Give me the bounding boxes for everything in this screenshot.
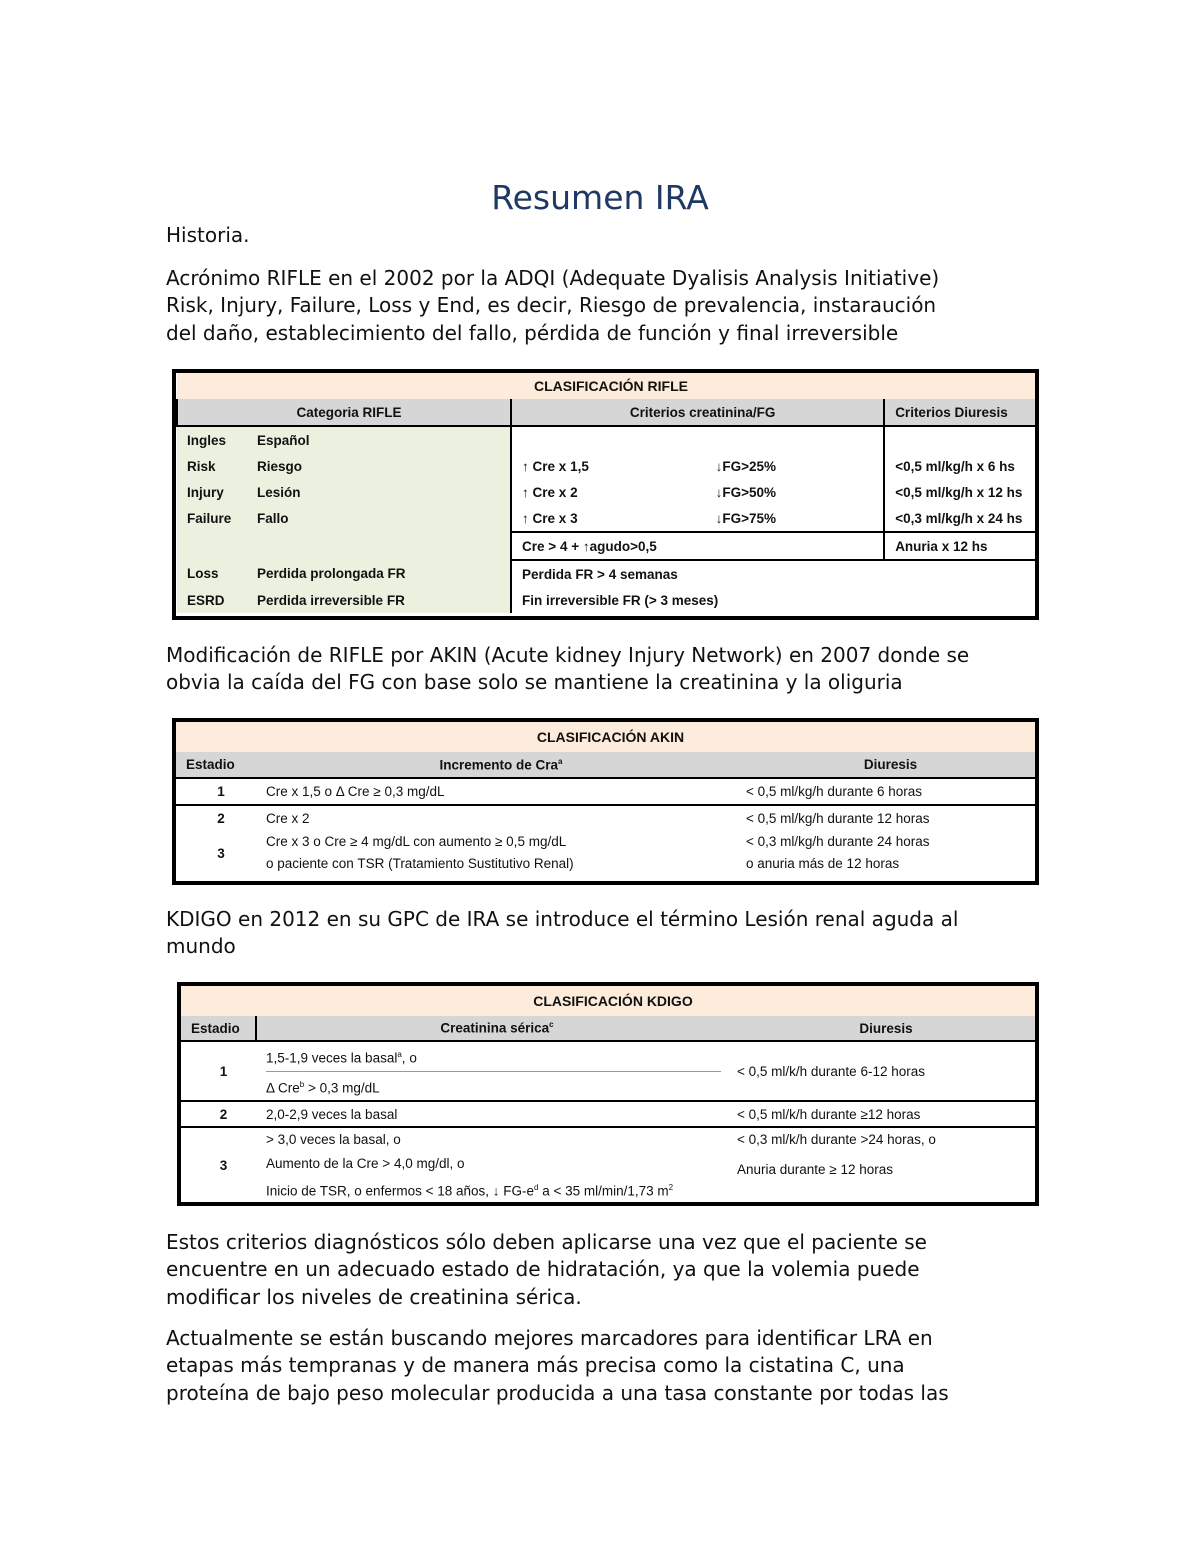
kdigo-cell: < 0,5 ml/k/h durante ≥12 horas — [737, 1106, 921, 1122]
akin-cell: Cre x 3 o Cre ≥ 4 mg/dL con aumento ≥ 0,5 mg/dL o paciente con TSR (Tratamiento Sustitutivo Renal) — [266, 834, 574, 871]
rifle-table — [172, 369, 1039, 620]
kdigo-row-3 — [181, 1127, 1035, 1204]
rifle-cell: Perdida irreversible FR — [247, 587, 511, 613]
akin-stage: 2 — [217, 811, 225, 826]
rifle-cell: ↓FG>25% — [715, 458, 776, 474]
kdigo-header-creatinina: Creatinina sérica$^c$ — [256, 1016, 727, 1041]
akin-cell: Cre x 1,5 o Δ Cre ≥ 0,3 mg/dL — [266, 784, 445, 799]
rifle-cell: Fallo — [247, 505, 511, 532]
rifle-header-categoria: Categoria RIFLE — [177, 399, 511, 426]
paragraph-criterios: Estos criterios diagnósticos sólo deben aplicarse una vez que el paciente se encuentre en un adecuado estado de hidratación, ya que la volemia puede modificar los niveles de creatinina sérica. — [166, 1230, 927, 1309]
rifle-cell: <0,5 ml/kg/h x 12 hs — [884, 479, 1035, 505]
rifle-row-risk — [177, 453, 1035, 479]
rifle-cell: Lesión — [247, 479, 511, 505]
kdigo-table — [177, 982, 1039, 1206]
rifle-cell: Loss — [177, 560, 247, 587]
akin-stage: 1 — [217, 784, 225, 799]
akin-row-1 — [176, 778, 1035, 805]
akin-table — [172, 718, 1039, 885]
rifle-cell: Riesgo — [247, 453, 511, 479]
akin-stage: 3 — [217, 845, 225, 861]
rifle-cell: ↑ Cre x 3 — [511, 505, 706, 532]
akin-header-incremento: Incremento de Cra$^a$ — [439, 756, 563, 773]
akin-row-2 — [176, 805, 1035, 831]
akin-row-3 — [176, 831, 1035, 875]
rifle-col-ingles: Ingles — [177, 426, 247, 453]
kdigo-row-1 — [181, 1041, 1035, 1101]
rifle-cell: ↓FG>50% — [715, 484, 776, 500]
rifle-cell: <0,3 ml/kg/h x 24 hs — [884, 505, 1035, 532]
paragraph-kdigo-intro: KDIGO en 2012 en su GPC de IRA se introduce el término Lesión renal aguda al mundo — [166, 907, 959, 959]
paragraph-akin-intro: Modificación de RIFLE por AKIN (Acute kidney Injury Network) en 2007 donde se obvia la caída del FG con base solo se mantiene la creatinina y la oliguria — [166, 643, 970, 695]
rifle-row-failure — [177, 505, 1035, 532]
rifle-cell: ↑ Cre x 1,5 — [511, 453, 706, 479]
rifle-caption: CLASIFICACIÓN RIFLE — [177, 373, 1035, 399]
rifle-header-creatinina: Criterios creatinina/FG — [511, 399, 884, 426]
rifle-row-injury — [177, 479, 1035, 505]
rifle-cell: <0,5 ml/kg/h x 6 hs — [884, 453, 1035, 479]
kdigo-stage: 3 — [219, 1158, 228, 1174]
akin-caption: CLASIFICACIÓN AKIN — [176, 722, 1035, 752]
rifle-col-espanol: Español — [247, 426, 511, 453]
rifle-extra-cre: Cre > 4 + ↑agudo>0,5 — [511, 532, 884, 560]
rifle-cell: Risk — [177, 453, 247, 479]
akin-header-estadio: Estadio — [186, 757, 235, 772]
rifle-cell: Perdida FR > 4 semanas — [511, 560, 1035, 587]
akin-cell: < 0,5 ml/kg/h durante 12 horas — [746, 811, 930, 826]
rifle-header-diuresis: Criterios Diuresis — [884, 399, 1035, 426]
rifle-cell: Failure — [177, 505, 247, 532]
kdigo-cell: < 0,3 ml/k/h durante >24 horas, o Anuria durante ≥ 12 horas — [737, 1132, 936, 1177]
kdigo-cell: > 3,0 veces la basal, o Aumento de la Cre > 4,0 mg/dl, o Inicio de TSR, o enfermos < 18 años, ↓ $FG-e^d$ a < 35 ml/min/1,73 $m^2$ — [266, 1132, 674, 1199]
kdigo-header-diuresis: Diuresis — [859, 1020, 913, 1036]
kdigo-cell: 1,5-1,9 veces la basal$^a$, o Δ Cre$^b$ > 0,3 mg/dL — [256, 1041, 727, 1101]
kdigo-stage: 1 — [219, 1063, 228, 1079]
rifle-cell: Fin irreversible FR (> 3 meses) — [511, 587, 1035, 613]
kdigo-stage: 2 — [219, 1106, 228, 1122]
akin-cell: < 0,5 ml/kg/h durante 6 horas — [746, 784, 922, 799]
akin-cell: Cre x 2 — [266, 811, 310, 826]
paragraph-historia: Historia. — [166, 223, 250, 247]
rifle-cell: ESRD — [177, 587, 247, 613]
rifle-row-loss — [177, 560, 1035, 587]
page-title: Resumen IRA — [491, 178, 709, 217]
kdigo-cell: 2,0-2,9 veces la basal — [266, 1106, 398, 1122]
rifle-extra-diu: Anuria x 12 hs — [884, 532, 1035, 560]
rifle-cell: Injury — [177, 479, 247, 505]
akin-header-diuresis: Diuresis — [863, 757, 918, 772]
rifle-row-esrd — [177, 587, 1035, 613]
kdigo-header-estadio: Estadio — [191, 1020, 240, 1036]
kdigo-row-2 — [181, 1101, 1035, 1127]
rifle-cell: Perdida prolongada FR — [247, 560, 511, 587]
rifle-cell: ↑ Cre x 2 — [511, 479, 706, 505]
rifle-cell: ↓FG>75% — [715, 510, 776, 526]
paragraph-rifle-intro: Acrónimo RIFLE en el 2002 por la ADQI (Adequate Dyalisis Analysis Initiative) Risk, Injury, Failure, Loss y End, es decir, Riesgo de prevalencia, instaraución del daño, establecimiento del fallo, pérdida de función y final irreversible — [166, 266, 940, 345]
paragraph-actualmente: Actualmente se están buscando mejores marcadores para identificar LRA en etapas más tempranas y de manera más precisa como la cistatina C, una proteína de bajo peso molecular producida a una tasa constante por todas las — [166, 1326, 949, 1405]
akin-cell: < 0,3 ml/kg/h durante 24 horas o anuria más de 12 horas — [746, 834, 930, 871]
kdigo-cell: < 0,5 ml/k/h durante 6-12 horas — [737, 1063, 925, 1079]
kdigo-caption: CLASIFICACIÓN KDIGO — [181, 986, 1035, 1016]
